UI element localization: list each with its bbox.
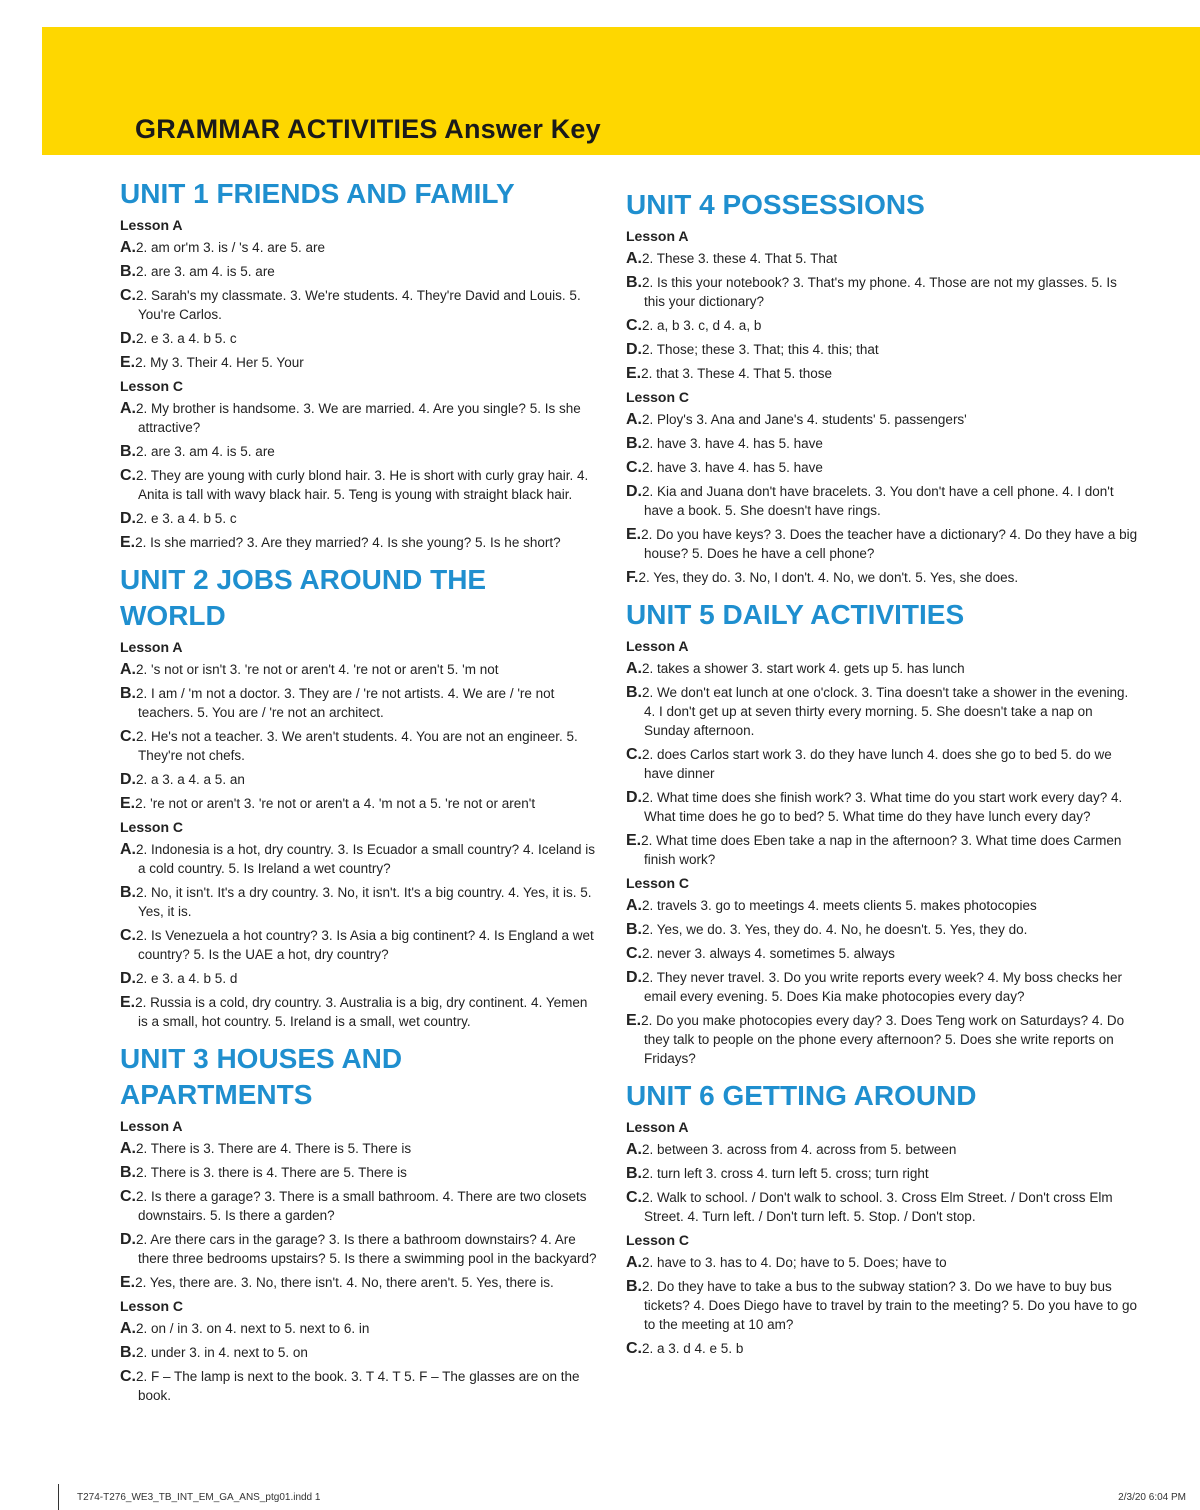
answer-text: 2. No, it isn't. It's a dry country. 3. No, it isn't. It's a big country. 4. Yes, it is. 5. Yes, it is. <box>136 885 592 919</box>
answer-item <box>626 1253 1140 1272</box>
answer-letter: C. <box>626 945 642 962</box>
answer-item <box>120 684 598 722</box>
answer-letter: D. <box>626 341 642 358</box>
answer-letter: A. <box>626 1254 642 1271</box>
answer-item <box>626 944 1140 963</box>
answer-text: 2. We don't eat lunch at one o'clock. 3. Tina doesn't take a shower in the evening. 4. I don't get up at seven thirty every morning. 5. She doesn't take a nap on Sunday afternoon. <box>642 685 1129 738</box>
answer-item <box>120 883 598 921</box>
answer-letter: C. <box>626 1340 642 1357</box>
answer-letter: C. <box>120 287 136 304</box>
answer-letter: E. <box>120 354 136 371</box>
answer-text: 2. What time does Eben take a nap in the afternoon? 3. What time does Carmen finish work? <box>641 833 1122 867</box>
answer-item <box>626 1188 1140 1226</box>
answer-item <box>626 896 1140 915</box>
footer-filename: T274-T276_WE3_TB_INT_EM_GA_ANS_ptg01.indd 1 <box>77 1492 321 1503</box>
answer-text: 2. Are there cars in the garage? 3. Is there a bathroom downstairs? 4. Are there three bedrooms upstairs? 5. Is there a swimming pool in the backyard? <box>136 1232 597 1266</box>
answer-text: 2. that 3. These 4. That 5. those <box>641 366 833 381</box>
answer-letter: C. <box>626 746 642 763</box>
answer-text: 2. These 3. these 4. That 5. That <box>642 251 838 266</box>
answer-text: 2. have 3. have 4. has 5. have <box>642 460 823 475</box>
lesson-heading: Lesson C <box>626 389 690 405</box>
unit-title: UNIT 5 DAILY ACTIVITIES <box>626 599 965 630</box>
answer-item <box>626 434 1140 453</box>
unit-title: UNIT 1 FRIENDS AND FAMILY <box>120 178 515 209</box>
answer-item <box>120 262 598 281</box>
answer-text: 2. a 3. d 4. e 5. b <box>642 1341 744 1356</box>
answer-letter: B. <box>120 263 136 280</box>
answer-letter: A. <box>626 1141 642 1158</box>
answer-item <box>626 831 1140 869</box>
answer-text: 2. There is 3. There are 4. There is 5. There is <box>136 1141 412 1156</box>
answer-text: 2. Do you have keys? 3. Does the teacher have a dictionary? 4. Do they have a big house? 5. Does he have a cell phone? <box>641 527 1138 561</box>
answer-letter: E. <box>626 365 642 382</box>
answer-text: 2. Do they have to take a bus to the subway station? 3. Do we have to buy bus tickets? 4. Does Diego have to travel by train to the meeting? 5. Do you have to go to the meeting at 10 am? <box>642 1279 1138 1332</box>
lesson-heading: Lesson A <box>626 638 689 654</box>
answer-text: 2. Indonesia is a hot, dry country. 3. Is Ecuador a small country? 4. Iceland is a cold country. 5. Is Ireland a wet country? <box>136 842 595 876</box>
answer-item <box>626 340 1140 359</box>
answer-text: 2. under 3. in 4. next to 5. on <box>136 1345 308 1360</box>
answer-item <box>120 1273 598 1292</box>
unit-5-section <box>626 597 1140 1068</box>
answer-item <box>626 920 1140 939</box>
unit-2-section <box>120 562 598 1031</box>
answer-item <box>626 410 1140 429</box>
answer-text: 2. between 3. across from 4. across from 5. between <box>642 1142 957 1157</box>
answer-text: 2. 're not or aren't 3. 're not or aren't a 4. 'm not a 5. 're not or aren't <box>135 796 536 811</box>
answer-letter: E. <box>626 526 642 543</box>
answer-letter: C. <box>120 467 136 484</box>
answer-item <box>626 968 1140 1006</box>
answer-text: 2. travels 3. go to meetings 4. meets clients 5. makes photocopies <box>642 898 1037 913</box>
answer-letter: B. <box>626 684 642 701</box>
answer-item <box>120 399 598 437</box>
answer-text: 2. are 3. am 4. is 5. are <box>136 264 275 279</box>
answer-text: 2. They are young with curly blond hair. 3. He is short with curly gray hair. 4. Anita is tall with wavy black hair. 5. Teng is young with straight black hair. <box>136 468 589 502</box>
answer-item <box>626 1164 1140 1183</box>
lesson-heading: Lesson A <box>626 228 689 244</box>
page-title: GRAMMAR ACTIVITIES Answer Key <box>135 114 601 144</box>
unit-3-section <box>120 1041 598 1405</box>
answer-letter: E. <box>120 795 136 812</box>
answer-letter: B. <box>626 435 642 452</box>
lesson-heading: Lesson C <box>120 819 184 835</box>
answer-letter: B. <box>120 1344 136 1361</box>
unit-1-section <box>120 176 598 552</box>
answer-letter: C. <box>120 1368 136 1385</box>
answer-letter: D. <box>120 771 136 788</box>
answer-item <box>120 286 598 324</box>
left-column <box>120 172 598 1410</box>
lesson-heading: Lesson C <box>626 1232 690 1248</box>
answer-letter: C. <box>626 317 642 334</box>
answer-item <box>626 273 1140 311</box>
answer-text: 2. Ploy's 3. Ana and Jane's 4. students' 5. passengers' <box>642 412 967 427</box>
answer-letter: D. <box>120 970 136 987</box>
answer-letter: E. <box>120 534 136 551</box>
answer-letter: D. <box>626 789 642 806</box>
answer-text: 2. a, b 3. c, d 4. a, b <box>642 318 762 333</box>
header-banner <box>42 27 1200 155</box>
answer-text: 2. Do you make photocopies every day? 3. Does Teng work on Saturdays? 4. Do they talk to people on the phone every afternoon? 5. Does she write reports on Fridays? <box>641 1013 1125 1066</box>
answer-text: 2. Yes, they do. 3. No, I don't. 4. No, we don't. 5. Yes, she does. <box>638 570 1019 585</box>
answer-item <box>120 442 598 461</box>
answer-item <box>626 788 1140 826</box>
answer-item <box>626 1339 1140 1358</box>
answer-text: 2. Sarah's my classmate. 3. We're students. 4. They're David and Louis. 5. You're Carlos. <box>136 288 581 322</box>
answer-item <box>626 1140 1140 1159</box>
answer-item <box>120 1230 598 1268</box>
answer-letter: E. <box>120 1274 136 1291</box>
answer-letter: A. <box>626 660 642 677</box>
answer-item <box>120 1163 598 1182</box>
unit-title: UNIT 4 POSSESSIONS <box>626 189 925 220</box>
answer-text: 2. Those; these 3. That; this 4. this; that <box>642 342 879 357</box>
answer-letter: E. <box>626 1012 642 1029</box>
answer-item <box>120 353 598 372</box>
answer-item <box>626 683 1140 740</box>
lesson-heading: Lesson C <box>120 378 184 394</box>
answer-item <box>626 1011 1140 1068</box>
answer-letter: A. <box>626 897 642 914</box>
answer-letter: C. <box>120 728 136 745</box>
answer-text: 2. Walk to school. / Don't walk to school. 3. Cross Elm Street. / Don't cross Elm Street. 4. Turn left. / Don't turn left. 5. Stop. / Don't stop. <box>642 1190 1113 1224</box>
answer-text: 2. Is this your notebook? 3. That's my phone. 4. Those are not my glasses. 5. Is this your dictionary? <box>642 275 1117 309</box>
answer-letter: A. <box>626 250 642 267</box>
answer-text: 2. 's not or isn't 3. 're not or aren't 4. 're not or aren't 5. 'm not <box>136 662 499 677</box>
footer-date: 2/3/20 6:04 PM <box>1118 1492 1186 1503</box>
lesson-heading: Lesson C <box>120 1298 184 1314</box>
answer-item <box>120 509 598 528</box>
answer-letter: D. <box>120 1231 136 1248</box>
lesson-heading: Lesson A <box>120 1118 183 1134</box>
answer-item <box>120 840 598 878</box>
lesson-heading: Lesson A <box>626 1119 689 1135</box>
answer-text: 2. am or'm 3. is / 's 4. are 5. are <box>136 240 325 255</box>
answer-text: 2. does Carlos start work 3. do they have lunch 4. does she go to bed 5. do we have dinner <box>642 747 1112 781</box>
answer-letter: A. <box>120 400 136 417</box>
answer-text: 2. e 3. a 4. b 5. c <box>136 511 237 526</box>
answer-item <box>120 466 598 504</box>
answer-text: 2. Is there a garage? 3. There is a small bathroom. 4. There are two closets downstairs. 5. Is there a garden? <box>136 1189 587 1223</box>
right-column <box>626 183 1140 1363</box>
answer-text: 2. Is Venezuela a hot country? 3. Is Asia a big continent? 4. Is England a wet country? 5. Is the UAE a hot, dry country? <box>136 928 594 962</box>
answer-letter: A. <box>120 661 136 678</box>
answer-text: 2. He's not a teacher. 3. We aren't students. 4. You are not an engineer. 5. They're not chefs. <box>136 729 578 763</box>
answer-letter: A. <box>120 841 136 858</box>
answer-text: 2. Yes, there are. 3. No, there isn't. 4. No, there aren't. 5. Yes, there is. <box>135 1275 554 1290</box>
answer-letter: B. <box>626 1165 642 1182</box>
answer-text: 2. I am / 'm not a doctor. 3. They are / 're not artists. 4. We are / 're not teachers. 5. You are / 're not an architect. <box>136 686 555 720</box>
answer-text: 2. What time does she finish work? 3. What time do you start work every day? 4. What time does he go to bed? 5. What time do they have lunch every day? <box>642 790 1123 824</box>
answer-item <box>120 533 598 552</box>
answer-letter: B. <box>626 921 642 938</box>
answer-letter: E. <box>626 832 642 849</box>
answer-item <box>120 969 598 988</box>
answer-text: 2. Yes, we do. 3. Yes, they do. 4. No, he doesn't. 5. Yes, they do. <box>642 922 1028 937</box>
answer-letter: B. <box>626 1278 642 1295</box>
answer-text: 2. Russia is a cold, dry country. 3. Australia is a big, dry continent. 4. Yemen is a small, hot country. 5. Ireland is a small, wet country. <box>135 995 588 1029</box>
answer-item <box>626 568 1140 587</box>
answer-item <box>626 316 1140 335</box>
answer-text: 2. Is she married? 3. Are they married? 4. Is she young? 5. Is he short? <box>135 535 561 550</box>
answer-item <box>626 364 1140 383</box>
answer-letter: F. <box>626 569 639 586</box>
lesson-heading: Lesson A <box>120 217 183 233</box>
answer-text: 2. turn left 3. cross 4. turn left 5. cross; turn right <box>642 1166 929 1181</box>
answer-item <box>120 770 598 789</box>
answer-letter: D. <box>120 330 136 347</box>
answer-text: 2. My 3. Their 4. Her 5. Your <box>135 355 304 370</box>
answer-letter: B. <box>626 274 642 291</box>
answer-text: 2. e 3. a 4. b 5. c <box>136 331 237 346</box>
answer-item <box>626 745 1140 783</box>
answer-letter: D. <box>626 483 642 500</box>
answer-text: 2. takes a shower 3. start work 4. gets up 5. has lunch <box>642 661 965 676</box>
answer-letter: C. <box>120 927 136 944</box>
answer-item <box>626 482 1140 520</box>
answer-item <box>626 659 1140 678</box>
unit-6-section <box>626 1078 1140 1358</box>
unit-title: UNIT 6 GETTING AROUND <box>626 1080 977 1111</box>
unit-title: UNIT 3 HOUSES AND APARTMENTS <box>120 1043 403 1110</box>
unit-title: UNIT 2 JOBS AROUND THE WORLD <box>120 564 487 631</box>
answer-letter: D. <box>626 969 642 986</box>
answer-item <box>626 249 1140 268</box>
unit-4-section <box>626 187 1140 587</box>
answer-text: 2. never 3. always 4. sometimes 5. always <box>642 946 895 961</box>
answer-text: 2. My brother is handsome. 3. We are married. 4. Are you single? 5. Is she attractive? <box>136 401 581 435</box>
answer-item <box>120 1139 598 1158</box>
print-footer <box>58 1484 1186 1510</box>
answer-letter: D. <box>120 510 136 527</box>
answer-letter: B. <box>120 1164 136 1181</box>
answer-letter: A. <box>120 1140 136 1157</box>
answer-text: 2. e 3. a 4. b 5. d <box>136 971 238 986</box>
answer-item <box>120 238 598 257</box>
answer-item <box>120 660 598 679</box>
answer-item <box>626 525 1140 563</box>
lesson-heading: Lesson C <box>626 875 690 891</box>
answer-item <box>120 329 598 348</box>
answer-letter: A. <box>626 411 642 428</box>
answer-item <box>120 727 598 765</box>
answer-text: 2. There is 3. there is 4. There are 5. There is <box>136 1165 407 1180</box>
answer-item <box>120 1343 598 1362</box>
answer-letter: C. <box>120 1188 136 1205</box>
answer-item <box>120 1319 598 1338</box>
answer-item <box>120 993 598 1031</box>
answer-text: 2. are 3. am 4. is 5. are <box>136 444 275 459</box>
answer-letter: A. <box>120 1320 136 1337</box>
lesson-heading: Lesson A <box>120 639 183 655</box>
answer-letter: B. <box>120 443 136 460</box>
answer-text: 2. on / in 3. on 4. next to 5. next to 6. in <box>136 1321 370 1336</box>
answer-text: 2. have to 3. has to 4. Do; have to 5. Does; have to <box>642 1255 947 1270</box>
answer-item <box>120 1367 598 1405</box>
answer-letter: C. <box>626 459 642 476</box>
answer-text: 2. They never travel. 3. Do you write reports every week? 4. My boss checks her email every evening. 5. Does Kia make photocopies every day? <box>642 970 1122 1004</box>
answer-item <box>626 458 1140 477</box>
answer-item <box>120 1187 598 1225</box>
answer-text: 2. Kia and Juana don't have bracelets. 3. You don't have a cell phone. 4. I don't have a book. 5. She doesn't have rings. <box>642 484 1114 518</box>
answer-letter: A. <box>120 239 136 256</box>
answer-text: 2. a 3. a 4. a 5. an <box>136 772 245 787</box>
answer-letter: B. <box>120 884 136 901</box>
answer-text: 2. have 3. have 4. has 5. have <box>642 436 823 451</box>
answer-letter: C. <box>626 1189 642 1206</box>
answer-letter: B. <box>120 685 136 702</box>
answer-letter: E. <box>120 994 136 1011</box>
answer-item <box>626 1277 1140 1334</box>
answer-item <box>120 794 598 813</box>
answer-text: 2. F – The lamp is next to the book. 3. T 4. T 5. F – The glasses are on the book. <box>136 1369 580 1403</box>
answer-item <box>120 926 598 964</box>
